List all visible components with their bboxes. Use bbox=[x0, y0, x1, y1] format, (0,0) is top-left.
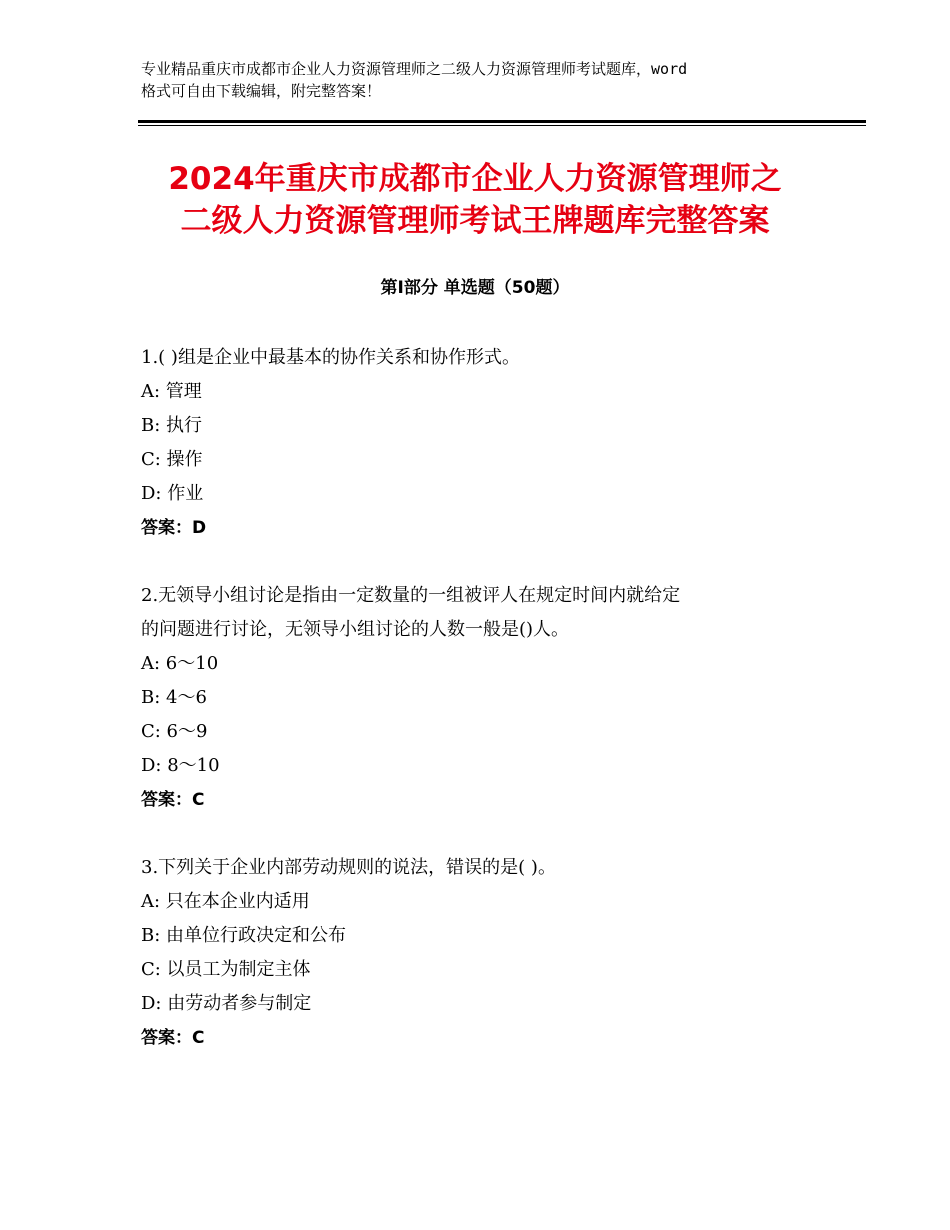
question-stem-continued: 的问题进行讨论，无领导小组讨论的人数一般是()人。 bbox=[141, 619, 570, 640]
header-note-line-1: 专业精品重庆市成都市企业人力资源管理师之二级人力资源管理师考试题库，word bbox=[141, 60, 688, 78]
document-title-line-1: 2024年重庆市成都市企业人力资源管理师之 bbox=[168, 161, 782, 197]
option-c: C: 6～9 bbox=[141, 721, 208, 742]
option-a: A: 6～10 bbox=[141, 653, 219, 674]
header-note-line-2: 格式可自由下载编辑，附完整答案！ bbox=[141, 82, 382, 100]
header-rule-thick bbox=[138, 120, 866, 123]
option-c: C: 操作 bbox=[141, 449, 203, 470]
question-stem: 3.下列关于企业内部劳动规则的说法，错误的是( )。 bbox=[141, 857, 556, 878]
section-title: 第Ⅰ部分 单选题（50题） bbox=[380, 278, 570, 298]
question-item bbox=[141, 341, 841, 545]
answer: 答案：D bbox=[141, 518, 207, 538]
answer: 答案：C bbox=[141, 790, 205, 810]
question-item bbox=[141, 579, 841, 817]
answer: 答案：C bbox=[141, 1028, 205, 1048]
option-c: C: 以员工为制定主体 bbox=[141, 959, 311, 980]
question-stem: 2.无领导小组讨论是指由一定数量的一组被评人在规定时间内就给定 bbox=[141, 585, 681, 606]
document-title-line-2: 二级人力资源管理师考试王牌题库完整答案 bbox=[180, 203, 770, 239]
question-list bbox=[141, 341, 841, 1089]
header-note bbox=[141, 58, 831, 102]
option-d: D: 由劳动者参与制定 bbox=[141, 993, 312, 1014]
option-b: B: 执行 bbox=[141, 415, 203, 436]
question-stem: 1.( )组是企业中最基本的协作关系和协作形式。 bbox=[141, 347, 520, 368]
document-title bbox=[100, 158, 850, 242]
option-d: D: 8～10 bbox=[141, 755, 220, 776]
header-rule-thin bbox=[138, 125, 866, 126]
option-b: B: 由单位行政决定和公布 bbox=[141, 925, 347, 946]
option-d: D: 作业 bbox=[141, 483, 204, 504]
question-item bbox=[141, 851, 841, 1055]
option-a: A: 只在本企业内适用 bbox=[141, 891, 310, 912]
option-a: A: 管理 bbox=[141, 381, 202, 402]
option-b: B: 4～6 bbox=[141, 687, 207, 708]
